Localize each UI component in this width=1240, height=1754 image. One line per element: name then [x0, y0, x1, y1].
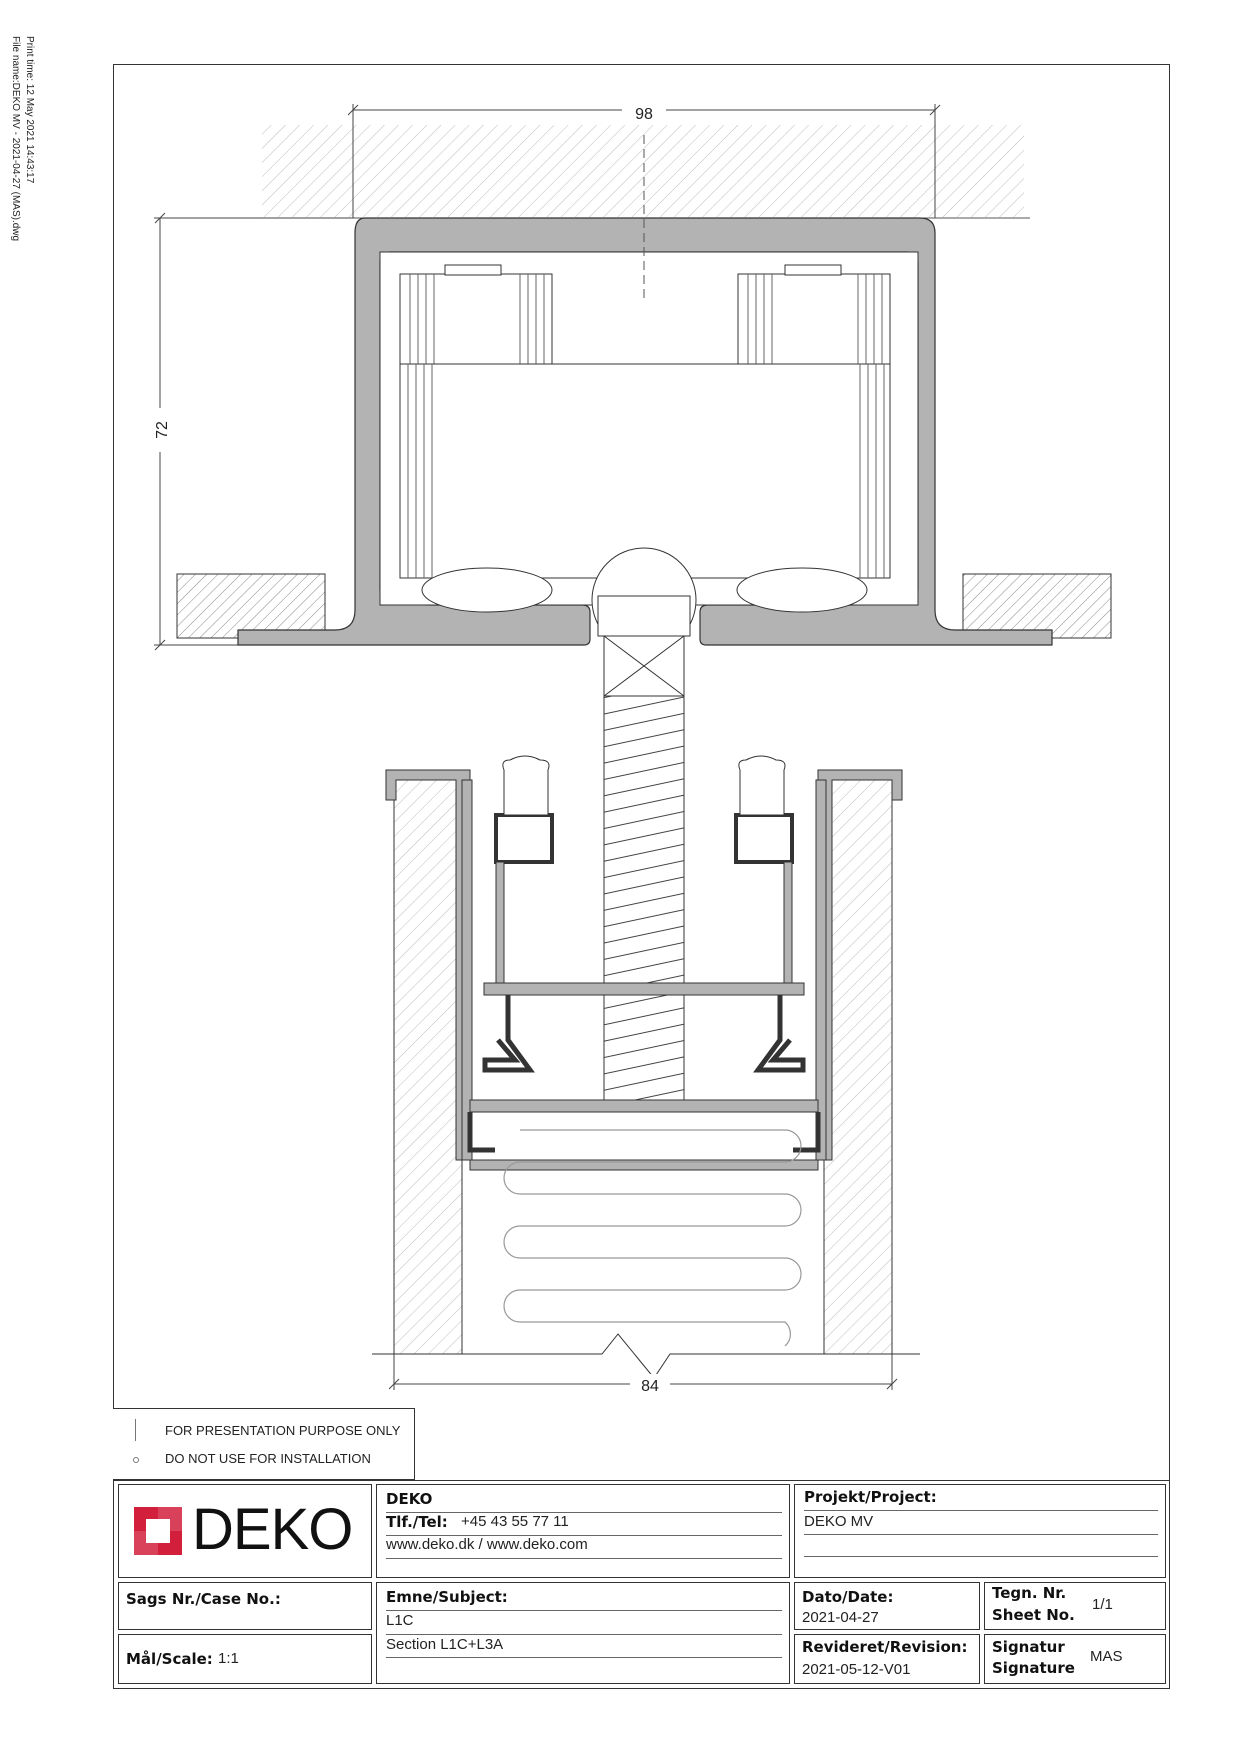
company-name: DEKO	[386, 1490, 433, 1508]
scale-label: Mål/Scale:	[126, 1650, 213, 1668]
signature-label-1: Signatur	[992, 1638, 1065, 1656]
subject-label: Emne/Subject:	[386, 1588, 508, 1606]
sheet-label-1: Tegn. Nr.	[992, 1584, 1067, 1602]
notice-box	[113, 1408, 415, 1480]
print-time: Print time: 12 May 2021 14:43:17	[24, 36, 35, 184]
deko-logo-icon	[134, 1507, 182, 1555]
threaded-rod	[604, 696, 684, 1108]
company-cell	[376, 1484, 790, 1578]
tel-value: +45 43 55 77 11	[461, 1513, 569, 1530]
project-value: DEKO MV	[804, 1513, 874, 1530]
tel-label: Tlf./Tel:	[386, 1513, 448, 1531]
dim-bottom-label: 84	[641, 1378, 659, 1395]
trolley-right	[738, 265, 890, 364]
signature-value: MAS	[1090, 1648, 1123, 1665]
sheet-label-2: Sheet No.	[992, 1606, 1075, 1624]
deko-logo	[134, 1497, 374, 1562]
signature-label-2: Signature	[992, 1659, 1075, 1677]
subject-line-2: Section L1C+L3A	[386, 1636, 504, 1653]
notice-line-1: FOR PRESENTATION PURPOSE ONLY	[165, 1423, 401, 1438]
dimension-bottom	[389, 1354, 897, 1395]
revision-label: Revideret/Revision:	[802, 1638, 968, 1656]
subject-line-1: L1C	[386, 1612, 414, 1629]
company-web: www.deko.dk / www.deko.com	[386, 1536, 588, 1553]
file-name: File name:DEKO MV - 2021-04-27 (MAS).dwg	[10, 36, 21, 242]
notice-line-2: DO NOT USE FOR INSTALLATION	[165, 1451, 371, 1466]
scale-value: 1:1	[218, 1650, 239, 1667]
sheet-value: 1/1	[1092, 1596, 1113, 1613]
logo-wordmark: DEKO	[192, 1497, 353, 1562]
dim-height-label: 72	[154, 421, 171, 439]
case-label: Sags Nr./Case No.:	[126, 1590, 281, 1608]
date-value: 2021-04-27	[802, 1609, 879, 1626]
title-block-divider	[113, 1480, 1170, 1481]
date-label: Dato/Date:	[802, 1588, 894, 1606]
ceiling-hatch	[262, 125, 1024, 217]
brush-seal	[504, 1130, 801, 1346]
project-label: Projekt/Project:	[804, 1488, 937, 1506]
dim-top-label: 98	[635, 106, 653, 123]
trolley-left	[400, 265, 552, 364]
revision-value: 2021-05-12-V01	[802, 1661, 911, 1678]
